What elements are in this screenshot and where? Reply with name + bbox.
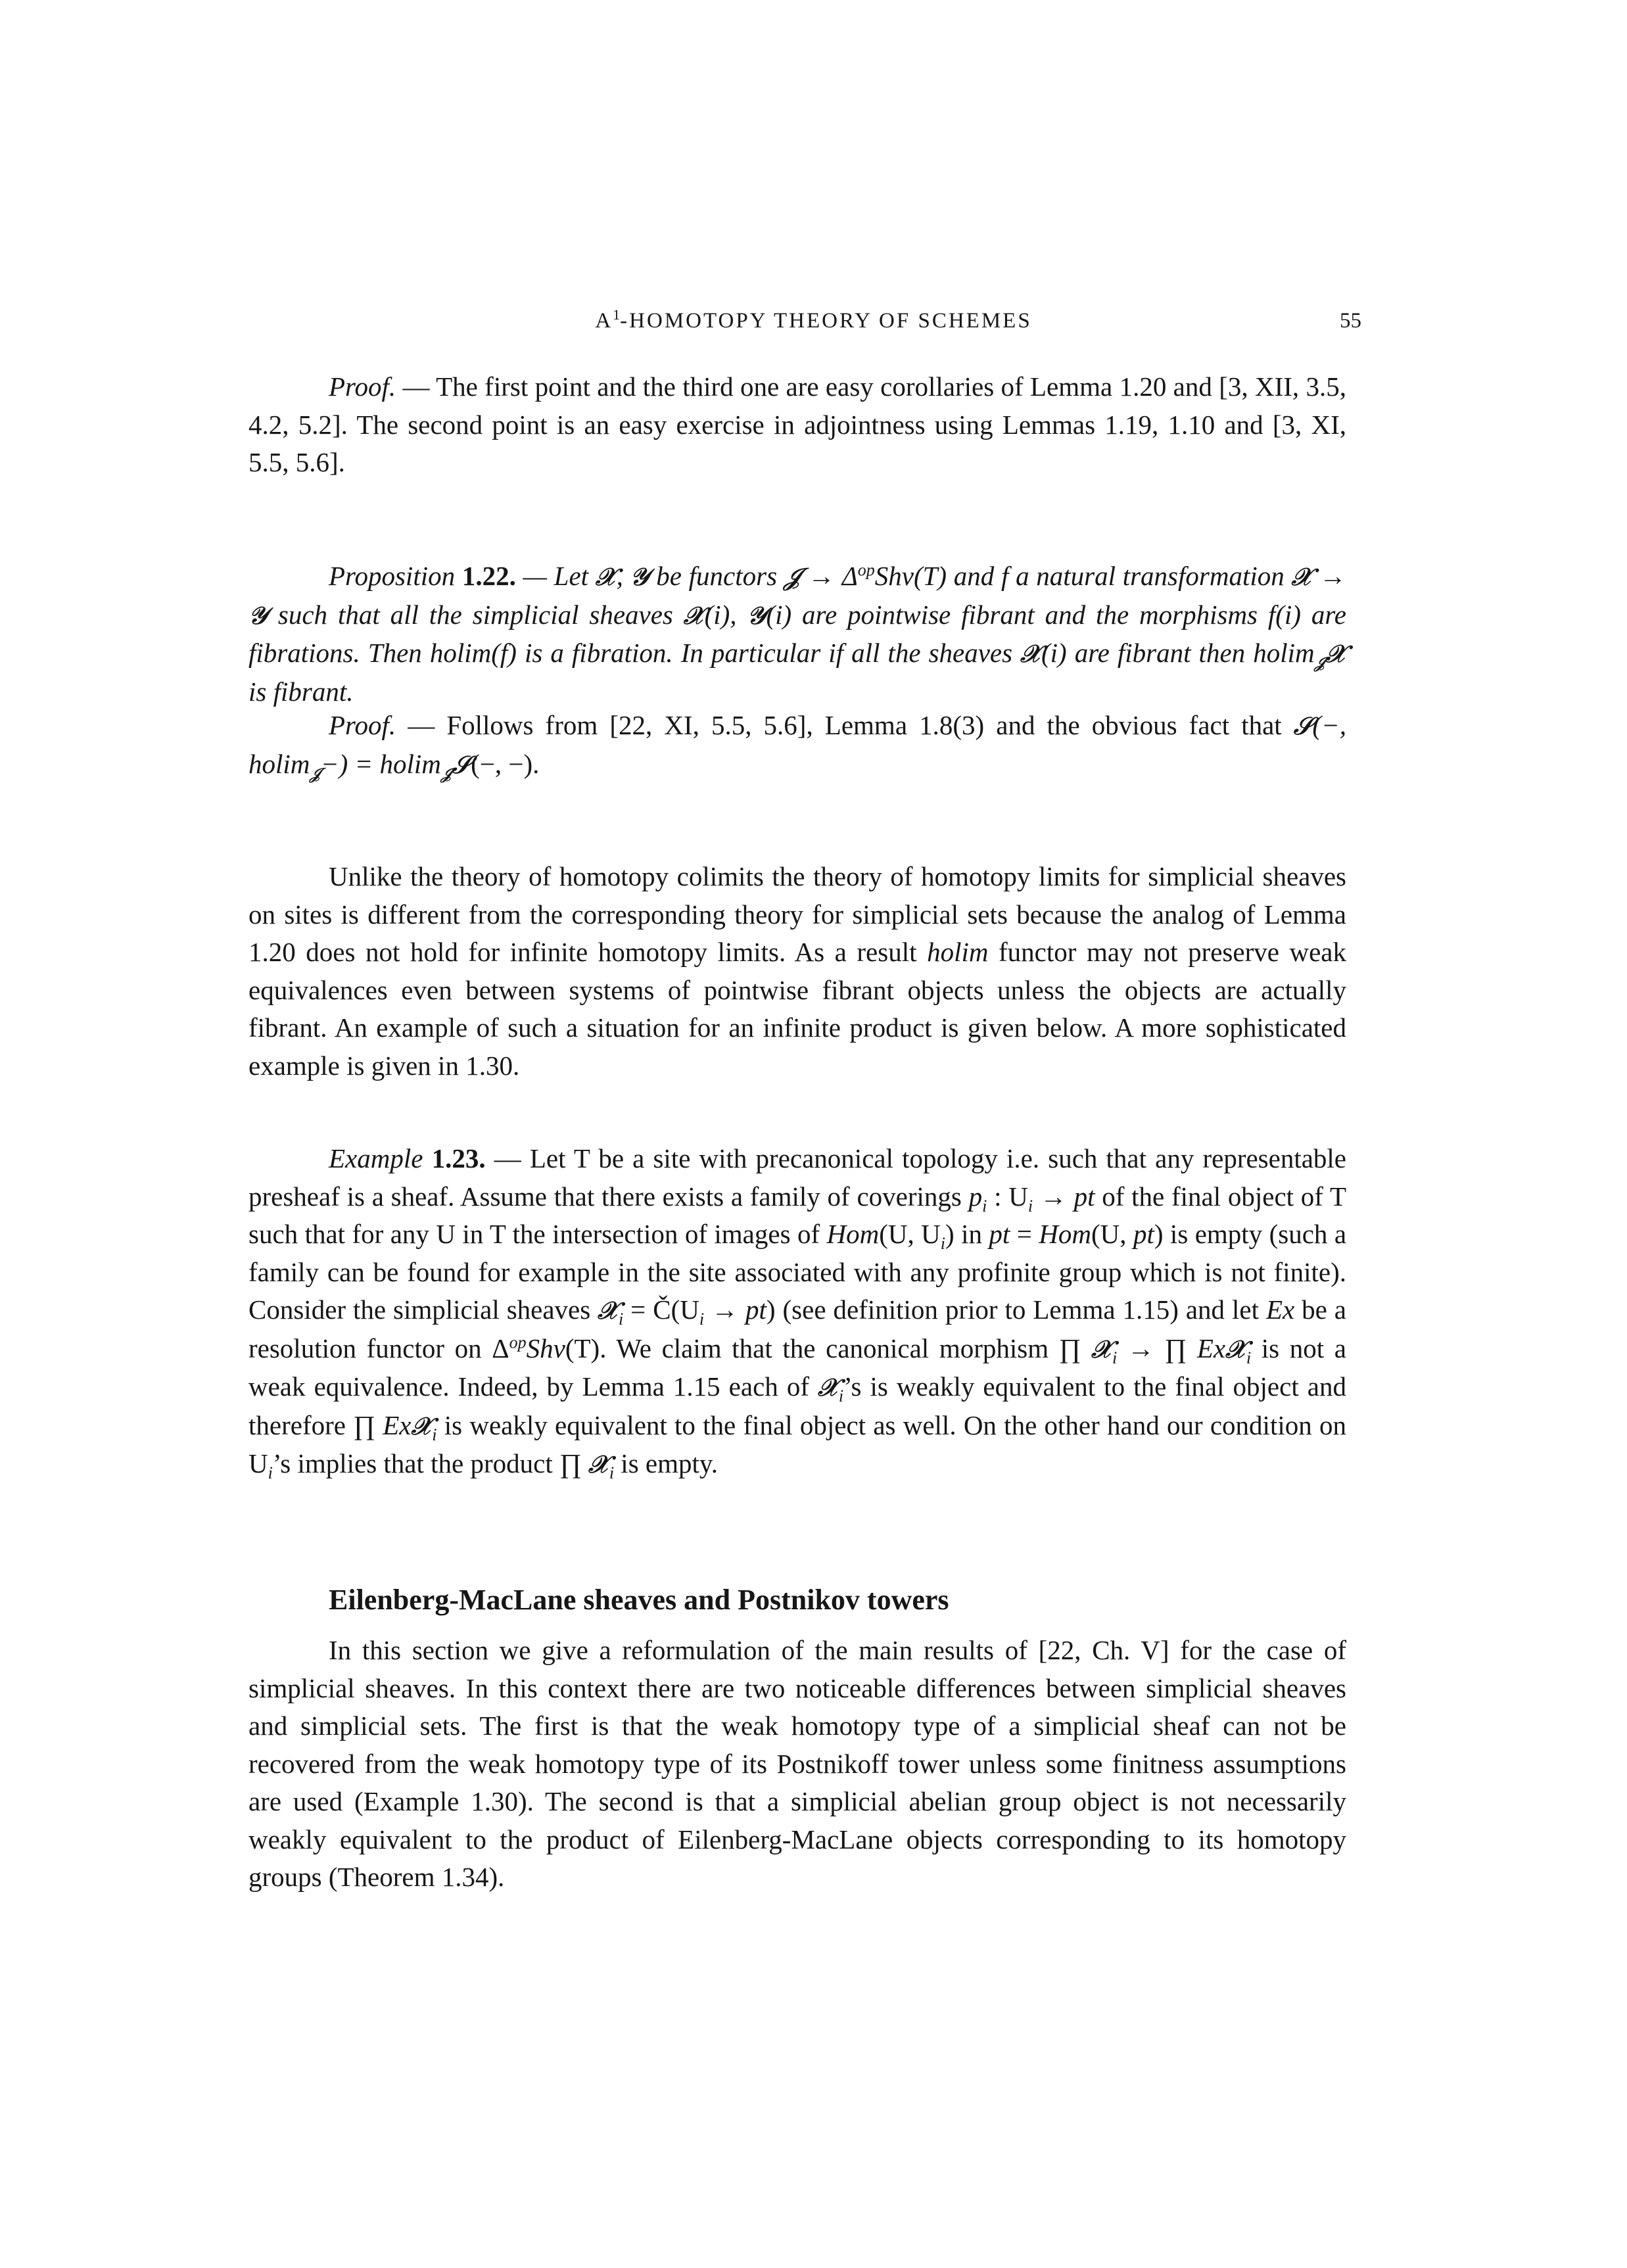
proof-label: Proof.: [329, 371, 396, 402]
holim-paragraph: Unlike the theory of homotopy colimits the theory of homotopy limits for simplicial sheaves on sites is different from the corresponding theory for simplicial sets because the analog of Lemma 1.20 does not hold for infinite homotopy limits. As a result holim functor may not preserve weak equivalences even between systems of pointwise fibrant objects unless the objects are actually fibrant. An example of such a situation for an infinite product is given below. A more sophisticated example is given in 1.30.: [248, 861, 1346, 1081]
proof-text: — The first point and the third one are easy corollaries of Lemma 1.20 and [3, XII, 3.5, 4.2, 5.2]. The second point is an easy exercise in adjointness using Lemmas 1.19, 1.10 and [3, XI, 5.5, 5.6].: [248, 371, 1346, 477]
proof-paragraph-1: [248, 368, 1346, 482]
proposition-1-22: Proposition 1.22. — Let 𝒳, 𝒴 be functors 𝒥 → $\Delta^{op}Shv(T)$ and f a natural transformation 𝒳 → 𝒴 such that all the simplicial sheaves 𝒳(i), 𝒴(i) are pointwise fibrant and the morphisms f(i) are fibrations. Then holim(f) is a fibration. In particular if all the sheaves 𝒳(i) are fibrant then holim$_𝒥$𝒳 is fibrant.: [248, 560, 1347, 707]
page-number: 55: [1340, 309, 1361, 333]
running-head: [0, 306, 1627, 348]
example-1-23: Example 1.23. — Let T be a site with precanonical topology i.e. such that any representable presheaf is a sheaf. Assume that there exists a family of coverings $p_i$ : $U_i$ → pt of the final object of T such that for any U in T the intersection of images of Hom(U, $U_i$) in pt = Hom(U, pt) is empty (such a family can be found for example in the site associated with any profinite group which is not finite). Consider the simplicial sheaves 𝒳$_i$ = $Č(U_i \to pt)$ (see definition prior to Lemma 1.15) and let Ex be a resolution functor on $\Delta^{op}Shv(T)$. We claim that the canonical morphism ∏ 𝒳$_i$ → ∏ Ex𝒳$_i$ is not a weak equivalence. Indeed, by Lemma 1.15 each of 𝒳$_i$’s is weakly equivalent to the final object and therefore ∏ Ex𝒳$_i$ is weakly equivalent to the final object as well. On the other hand our condition on $U_i’s$ implies that the product ∏ 𝒳$_i$ is empty.: [248, 1143, 1347, 1483]
proof-paragraph-2: Proof. — Follows from [22, XI, 5.5, 5.6], Lemma 1.8(3) and the obvious fact that 𝒮(−, holim$_𝒥$−) = holim$_𝒥$𝒮(−, −).: [248, 710, 1346, 783]
running-title: $A^1$-HOMOTOPY THEORY OF SCHEMES: [595, 306, 1032, 333]
section-paragraph: In this section we give a reformulation of the main results of [22, Ch. V] for the case of simplicial sheaves. In this context there are two noticeable differences between simplicial sheaves and simplicial sets. The first is that the weak homotopy type of a simplicial sheaf can not be recovered from the weak homotopy type of its Postnikoff tower unless some finitness assumptions are used (Example 1.30). The second is that a simplicial abelian group object is not necessarily weakly equivalent to the product of Eilenberg-MacLane objects corresponding to its homotopy groups (Theorem 1.34).: [248, 1635, 1346, 1892]
section-heading: Eilenberg-MacLane sheaves and Postnikov towers: [329, 1584, 949, 1616]
